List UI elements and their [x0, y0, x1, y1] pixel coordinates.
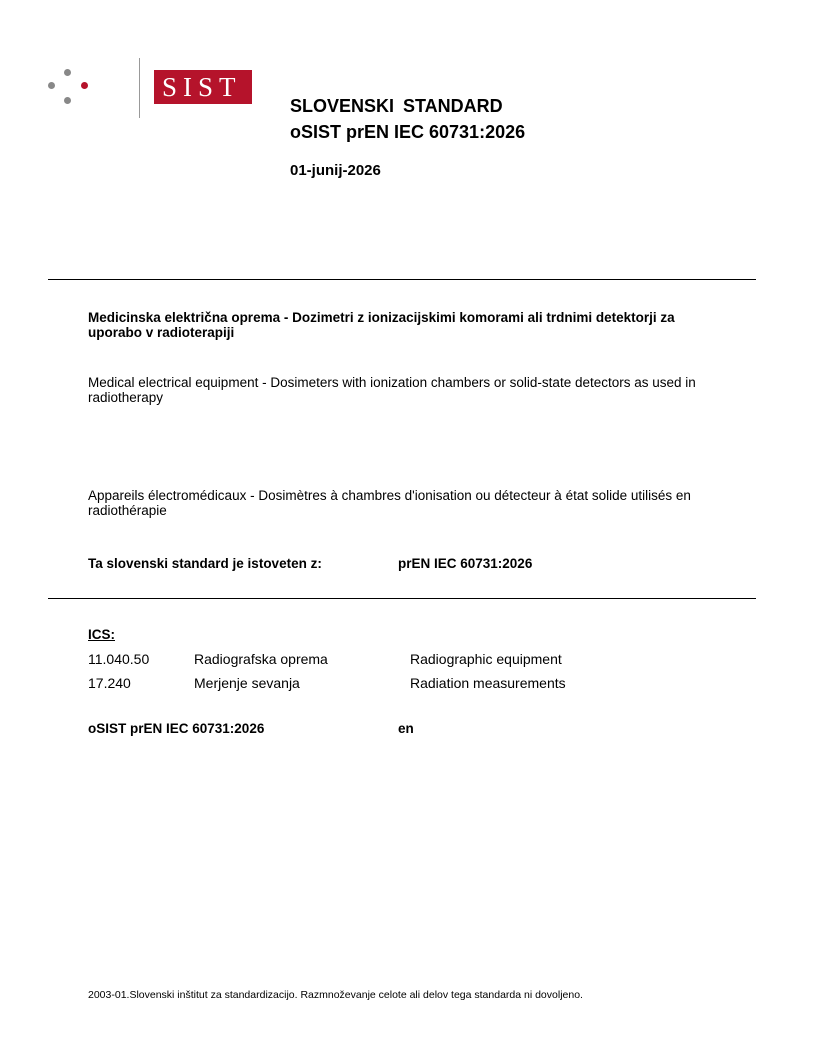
- ics-heading: ICS:: [88, 627, 115, 642]
- logo-dot: [48, 82, 55, 89]
- ics-code: 17.240: [88, 675, 131, 691]
- ics-label-sl: Merjenje sevanja: [194, 675, 300, 691]
- document-id: oSIST prEN IEC 60731:2026: [88, 721, 265, 736]
- identical-label: Ta slovenski standard je istoveten z:: [88, 556, 322, 571]
- title-french: Appareils électromédicaux - Dosimètres à chambres d'ionisation ou détecteur à état solide utilisés en radiothérapie: [88, 488, 691, 518]
- footer-copyright: 2003-01.Slovenski inštitut za standardizacijo. Razmnoževanje celote ali delov tega standarda ni dovoljeno.: [88, 989, 583, 1001]
- logo-dot: [81, 82, 88, 89]
- standard-date: 01-junij-2026: [290, 162, 381, 179]
- ics-label-sl: Radiografska oprema: [194, 651, 328, 667]
- ics-label-en: Radiographic equipment: [410, 651, 562, 667]
- standard-number: oSIST prEN IEC 60731:2026: [290, 122, 526, 142]
- logo-divider: [139, 58, 140, 118]
- document-language: en: [398, 721, 414, 736]
- sist-logo: [48, 60, 242, 120]
- standard-heading: SLOVENSKI STANDARD: [290, 96, 503, 116]
- divider: [48, 598, 756, 599]
- logo-box: [154, 70, 252, 104]
- logo-dot: [64, 69, 71, 76]
- title-english: Medical electrical equipment - Dosimeters with ionization chambers or solid-state detectors as used in radiotherapy: [88, 375, 696, 405]
- ics-label-en: Radiation measurements: [410, 675, 566, 691]
- identical-value: prEN IEC 60731:2026: [398, 556, 533, 571]
- title-slovenian: Medicinska električna oprema - Dozimetri z ionizacijskimi komorami ali trdnimi detektorji za uporabo v radioterapiji: [88, 310, 675, 340]
- ics-code: 11.040.50: [88, 651, 150, 667]
- logo-text: SIST: [162, 72, 242, 102]
- logo-dot: [64, 97, 71, 104]
- divider: [48, 279, 756, 280]
